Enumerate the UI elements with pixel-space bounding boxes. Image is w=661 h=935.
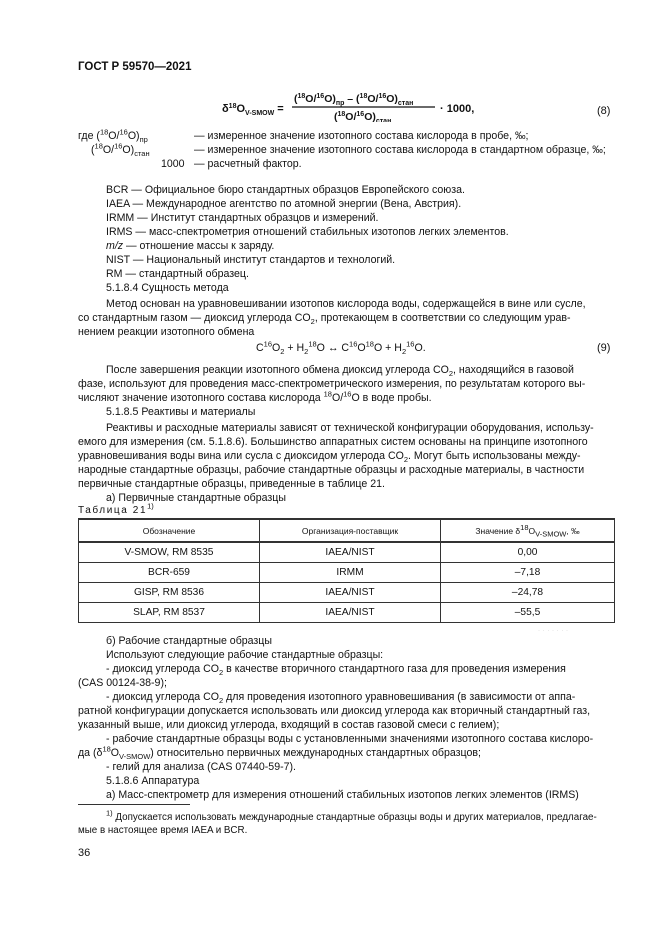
section-5185-title: 5.1.8.5 Реактивы и материалы xyxy=(106,406,256,418)
use-intro: Используют следующие рабочие стандартные образцы: xyxy=(106,649,384,661)
footnote-line1: $^{1)}$ Допускается использовать международные стандартные образцы воды и других материалов, предлагае- xyxy=(106,808,597,823)
s5185-p1-line1: Реактивы и расходные материалы зависят от технической конфигурации оборудования, использу- xyxy=(106,422,594,434)
table-cell: IAEA/NIST xyxy=(260,542,441,563)
definition-3-text: — расчетный фактор. xyxy=(194,158,302,170)
table-cell: SLAP, RM 8537 xyxy=(79,603,260,623)
equation-number-9: (9) xyxy=(597,342,611,354)
table-cell: BCR-659 xyxy=(79,563,260,583)
abbr-irms: IRMS — масс-спектрометрия отношений стабильных изотопов легких элементов. xyxy=(106,226,509,238)
page-number: 36 xyxy=(78,847,91,859)
table-21 xyxy=(78,518,615,623)
s5184-p2-line3: числяют значение изотопного состава кислорода $^{18}$O/$^{16}$O в воде пробы. xyxy=(78,389,432,404)
table-header-supplier: Организация-поставщик xyxy=(260,519,441,542)
formula-8-numerator: $(^{18}O/^{16}O)_{пр} - (^{18}O/^{16}O)_{стан}$ xyxy=(294,93,414,107)
s5184-p1-line2: со стандартным газом — диоксид углерода $CO_2$, протекающем в соответствии со следующим урав- xyxy=(78,312,571,327)
abbr-nist: NIST — Национальный институт стандартов и технологий. xyxy=(106,254,396,266)
table-cell: –55,5 xyxy=(441,603,615,623)
s5184-p1-line1: Метод основан на уравновешивании изотопов кислорода воды, содержащейся в вине или сусле, xyxy=(106,298,586,310)
s5184-p1-line3: нением реакции изотопного обмена xyxy=(78,326,255,338)
formula-8 xyxy=(222,92,490,122)
section-5184-title: 5.1.8.4 Сущность метода xyxy=(106,282,229,294)
definition-2-text: — измеренное значение изотопного состава кислорода в стандартном образце, ‰; xyxy=(194,144,606,156)
bullet1-line2: (CAS 00124-38-9); xyxy=(78,677,167,689)
item-b-working-standards: б) Рабочие стандартные образцы xyxy=(106,635,272,647)
table-cell: IAEA/NIST xyxy=(260,603,441,623)
footnote xyxy=(78,808,618,837)
footnote-line2: мые в настоящее время IAEA и BCR. xyxy=(78,825,248,836)
definition-1-text: — измеренное значение изотопного состава кислорода в пробе, ‰; xyxy=(194,130,529,142)
table-header-designation: Обозначение xyxy=(79,519,260,542)
equation-number-8: (8) xyxy=(597,105,611,117)
abbr-rm: RM — стандартный образец. xyxy=(106,268,249,280)
standard-header: ГОСТ Р 59570—2021 xyxy=(78,61,192,73)
table-cell: 0,00 xyxy=(441,542,615,563)
s5185-p1-line3: уравновешивания воды вина или сусла с диоксидом углерода $CO_2$. Могут быть использованы между- xyxy=(78,450,581,465)
abbr-mz: m/z — отношение массы к заряду. xyxy=(106,240,275,252)
bullet2-line3: указанный выше, или диоксид углерода, входящий в состав газовой смеси с гелием); xyxy=(78,719,500,731)
s5185-p1-line2: емого для измерения (см. 5.1.8.6). Большинство аппаратных систем основаны на принципе изотопного xyxy=(78,436,588,448)
table-cell: IAEA/NIST xyxy=(260,583,441,603)
item-a-primary-standards: а) Первичные стандартные образцы xyxy=(106,492,286,504)
section-5186-title: 5.1.8.6 Аппаратура xyxy=(106,775,200,787)
definition-1-symbol: где $(^{18}O/^{16}O)_{пр}$ xyxy=(78,127,148,145)
footnote-rule xyxy=(78,804,190,805)
bullet2-line2: ратной конфигурации допускается использовать или диоксид углерода как вторичный стандартный газ, xyxy=(78,705,591,717)
definition-3-symbol: 1000 xyxy=(161,158,185,170)
s5186-item-a: а) Масс-спектрометр для измерения отношений стабильных изотопов легких элементов (IRMS) xyxy=(106,789,579,801)
table-row xyxy=(79,542,615,563)
bullet2-line1: - диоксид углерода $CO_2$ для проведения изотопного уравновешивания (в зависимости от аппа- xyxy=(106,691,576,706)
abbr-iaea: IAEA — Международное агентство по атомной энергии (Вена, Австрия). xyxy=(106,198,462,210)
formula-8-denominator: $(^{18}O/^{16}O)_{стан}$ xyxy=(334,111,392,122)
abbr-bcr: BCR — Официальное бюро стандартных образцов Европейского союза. xyxy=(106,184,465,196)
table-header-row xyxy=(79,519,615,542)
table-row xyxy=(79,583,615,603)
s5185-p1-line4: народные стандартные образцы, рабочие стандартные образцы и расходные материалы, в частности xyxy=(78,464,585,476)
table-cell: V-SMOW, RM 8535 xyxy=(79,542,260,563)
s5184-p2-line1: После завершения реакции изотопного обмена диоксид углерода $CO_2$, находящийся в газовой xyxy=(106,364,574,379)
formula-8-factor: · 1000, xyxy=(440,103,475,115)
table-21-caption: Таблица 21$^{1)}$ xyxy=(78,501,154,516)
formula-8-lhs: $\delta^{18}O_{V-SMOW}$ = xyxy=(222,103,284,117)
s5185-p1-line5: первичные стандартные образцы, приведенные в таблице 21. xyxy=(78,478,385,490)
bullet3-line1: - рабочие стандартные образцы воды с установленными значениями изотопного состава кислоро- xyxy=(106,733,594,745)
bullet4: - гелий для анализа (CAS 07440-59-7). xyxy=(106,761,296,773)
faint-stamp: · · · · · · · xyxy=(538,628,569,634)
table-row xyxy=(79,603,615,623)
table-row xyxy=(79,563,615,583)
table-cell: –7,18 xyxy=(441,563,615,583)
table-cell: –24,78 xyxy=(441,583,615,603)
definition-2-symbol: $(^{18}O/^{16}O)_{стан}$ xyxy=(91,141,150,159)
table-cell: IRMM xyxy=(260,563,441,583)
bullet3-line2: да $(\delta^{18}O_{V-SMOW})$ относительно первичных международных стандартных образцов; xyxy=(78,744,481,762)
abbr-irmm: IRMM — Институт стандартных образцов и измерений. xyxy=(106,212,379,224)
s5184-p2-line2: фазе, используют для проведения масс-спектрометрического измерения, по результатам которого вы- xyxy=(78,378,586,390)
bullet1-line1: - диоксид углерода $CO_2$ в качестве вторичного стандартного газа для проведения измерения xyxy=(106,663,566,678)
table-header-value: Значение $\delta^{18}O_{V-SMOW}$, ‰ xyxy=(441,519,615,542)
equation-9: $C^{16}O_2 + H_2^{18}O$ ↔ $C^{16}O^{18}O + H_2^{16}O$. xyxy=(256,339,426,357)
table-cell: GISP, RM 8536 xyxy=(79,583,260,603)
